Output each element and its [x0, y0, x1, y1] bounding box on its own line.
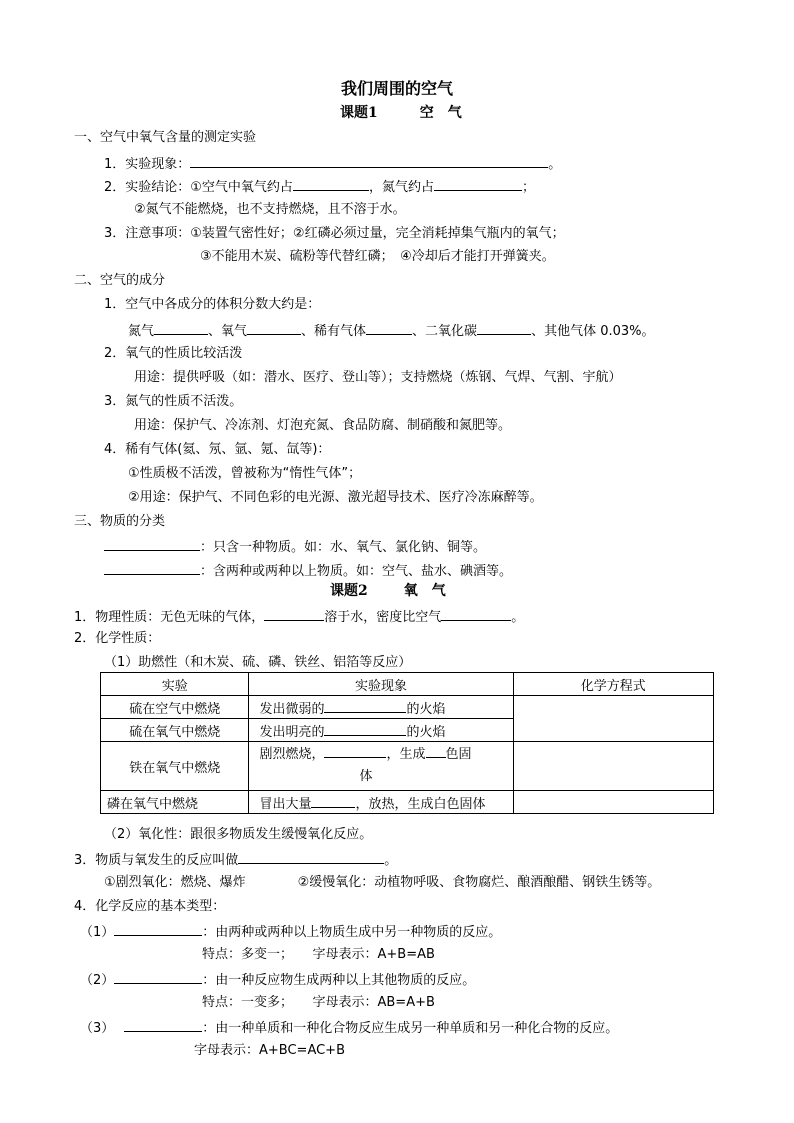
o2-label: 、氧气 [208, 324, 248, 339]
blank [324, 699, 406, 713]
blank [247, 321, 301, 335]
phys-text: 1．物理性质：无色无味的气体， [74, 610, 265, 625]
basic-types-heading: 4．化学反应的基本类型： [74, 899, 226, 914]
type2 [80, 970, 475, 990]
sec2-item2-use: 用途：提供呼吸（如：潜水、医疗、登山等）；支持燃烧（炼钢、气焊、气割、宇航） [134, 370, 622, 385]
sec2-item1: 1．空气中各成分的体积分数大约是： [104, 297, 321, 312]
type3 [80, 1018, 618, 1038]
type2-text: ：由一种反应物生成两种以上其他物质的反应。 [202, 973, 476, 988]
oxidation-types: ①剧烈氧化：燃烧、爆炸 ②缓慢氧化：动植物呼吸、食物腐烂、酿酒酿醋、钢铁生锈等。 [104, 875, 661, 890]
row2-phenomenon [249, 719, 513, 742]
table-row [101, 696, 714, 719]
blank [366, 321, 412, 335]
sec1-item1 [104, 154, 561, 174]
sec2-item4: 4．稀有气体(氦、氖、氩、氪、氙等)： [104, 442, 331, 457]
sec1-item2-text: 2．实验结论：①空气中氧气约占 [104, 180, 293, 195]
header-experiment: 实验 [101, 673, 249, 696]
table-row [101, 791, 714, 814]
blank [434, 177, 522, 191]
blank [293, 177, 369, 191]
co2-label: 、二氧化碳 [412, 324, 478, 339]
sec1-item1-end: 。 [548, 157, 562, 172]
type2-no: （2） [80, 973, 115, 988]
oxygen-chem: 2．化学性质： [74, 631, 161, 646]
blank [324, 722, 406, 736]
row4-experiment: 磷在氧气中燃烧 [101, 791, 249, 814]
n2-label: 氮气 [128, 324, 155, 339]
sec3-heading: 三、物质的分类 [74, 514, 166, 529]
type2-feature: 特点：一变多； 字母表示：AB=A+B [202, 995, 435, 1010]
pure-substance-text: ：只含一种物质。如：水、氧气、氯化钠、铜等。 [200, 540, 487, 555]
row1-2-equation [513, 696, 713, 742]
page-title: 我们周围的空气 [340, 79, 453, 98]
sec2-item4-a: ①性质极不活泼，曾被称为“惰性气体”； [128, 466, 362, 481]
blank [238, 850, 384, 864]
r4-text: 冒出大量 [259, 796, 312, 812]
sec1-item3-line1: 3．注意事项：①装置气密性好；②红磷必须过量，完全消耗掉集气瓶内的氧气； [104, 226, 565, 241]
sec2-item4-b: ②用途：保护气、不同色彩的电光源、激光超导技术、医疗冷冻麻醉等。 [128, 490, 543, 505]
sec1-item3-line2: ③不能用木炭、硫粉等代替红磷； ④冷却后才能打开弹簧夹。 [200, 249, 555, 264]
blank [441, 607, 511, 621]
r4-end: ，放热，生成白色固体 [355, 796, 486, 812]
rare-gas-label: 、稀有气体 [301, 324, 367, 339]
lesson1-heading [340, 104, 462, 122]
table-row [101, 742, 714, 791]
sec1-item2-line2: ②氮气不能燃烧，也不支持燃烧，且不溶于水。 [134, 202, 406, 217]
blank [324, 744, 386, 758]
row4-equation [513, 791, 713, 814]
row4-phenomenon [249, 791, 513, 814]
type3-no: （3） [80, 1021, 115, 1036]
sec1-item2-end: ； [521, 180, 535, 195]
row3-phenomenon [249, 742, 513, 791]
experiment-table [100, 672, 714, 814]
r1-end: 的火焰 [406, 701, 446, 717]
oxygen-combust: （1）助燃性（和木炭、硫、磷、铁丝、铝箔等反应） [104, 655, 412, 670]
type3-text: ：由一种单质和一种化合物反应生成另一种单质和另一种化合物的反应。 [202, 1021, 619, 1036]
sec2-heading: 二、空气的成分 [74, 273, 166, 288]
react-text: 3．物质与氧发生的反应叫做 [74, 853, 239, 868]
header-phenomenon: 实验现象 [249, 673, 513, 696]
phys-end: 。 [511, 610, 525, 625]
lesson1-label: 课题1 [340, 105, 378, 121]
r3-mid: ，生成 [386, 747, 426, 762]
blank [264, 607, 324, 621]
type1-feature: 特点：多变一； 字母表示：A+B=AB [202, 947, 435, 962]
sec1-heading: 一、空气中氧气含量的测定实验 [74, 130, 257, 145]
type3-feature: 字母表示：A+BC=AC+B [194, 1043, 345, 1058]
sec3-mix [104, 561, 512, 581]
oxygen-oxidation: （2）氧化性：跟很多物质发生缓慢氧化反应。 [104, 827, 373, 842]
header-equation: 化学方程式 [513, 673, 713, 696]
type1 [80, 922, 501, 942]
row1-phenomenon [249, 696, 513, 719]
sec2-item3-use: 用途：保护气、冷冻剂、灯泡充氮、食品防腐、制硝酸和氮肥等。 [134, 418, 512, 433]
mixture-text: ：含两种或两种以上物质。如：空气、盐水、碘酒等。 [200, 564, 513, 579]
r1-text: 发出微弱的 [259, 701, 325, 717]
sec2-item2: 2．氧气的性质比较活泼 [104, 346, 243, 361]
r2-text: 发出明亮的 [259, 724, 325, 740]
r3-end: 体 [359, 769, 373, 784]
sec1-item2-mid: ，氮气约占 [368, 180, 434, 195]
oxygen-physical [74, 607, 524, 627]
lesson2-heading [330, 582, 446, 600]
sec3-pure [104, 537, 486, 557]
row1-experiment: 硫在空气中燃烧 [101, 696, 249, 719]
phys-mid: 溶于水，密度比空气 [324, 610, 442, 625]
row2-experiment: 硫在氧气中燃烧 [101, 719, 249, 742]
blank [477, 321, 531, 335]
type1-text: ：由两种或两种以上物质生成中另一种物质的反应。 [202, 925, 502, 940]
sec2-gas-fractions [128, 321, 655, 341]
blank [104, 537, 200, 551]
r3-color: 色固 [445, 747, 472, 762]
lesson2-label: 课题2 [330, 583, 368, 599]
sec1-item1-text: 1．实验现象： [104, 157, 191, 172]
sec2-item3: 3．氮气的性质不活泼。 [104, 394, 243, 409]
other-gas-label: 、其他气体 0.03%。 [531, 324, 655, 339]
r2-end: 的火焰 [406, 724, 446, 740]
blank [104, 561, 200, 575]
blank [426, 744, 446, 758]
lesson2-topic: 氧 气 [403, 583, 446, 599]
table-header-row [101, 673, 714, 696]
blank [114, 922, 202, 936]
blank [311, 794, 355, 808]
blank [114, 970, 202, 984]
r3-text: 剧烈燃烧， [259, 747, 325, 762]
blank [124, 1018, 202, 1032]
oxygen-reaction [74, 850, 397, 870]
type1-no: （1） [80, 925, 115, 940]
react-end: 。 [384, 853, 398, 868]
blank [154, 321, 208, 335]
sec1-item2 [104, 177, 535, 197]
row3-equation [513, 742, 713, 791]
lesson1-topic: 空 气 [419, 105, 462, 121]
row3-experiment: 铁在氧气中燃烧 [101, 742, 249, 791]
blank [190, 154, 548, 168]
